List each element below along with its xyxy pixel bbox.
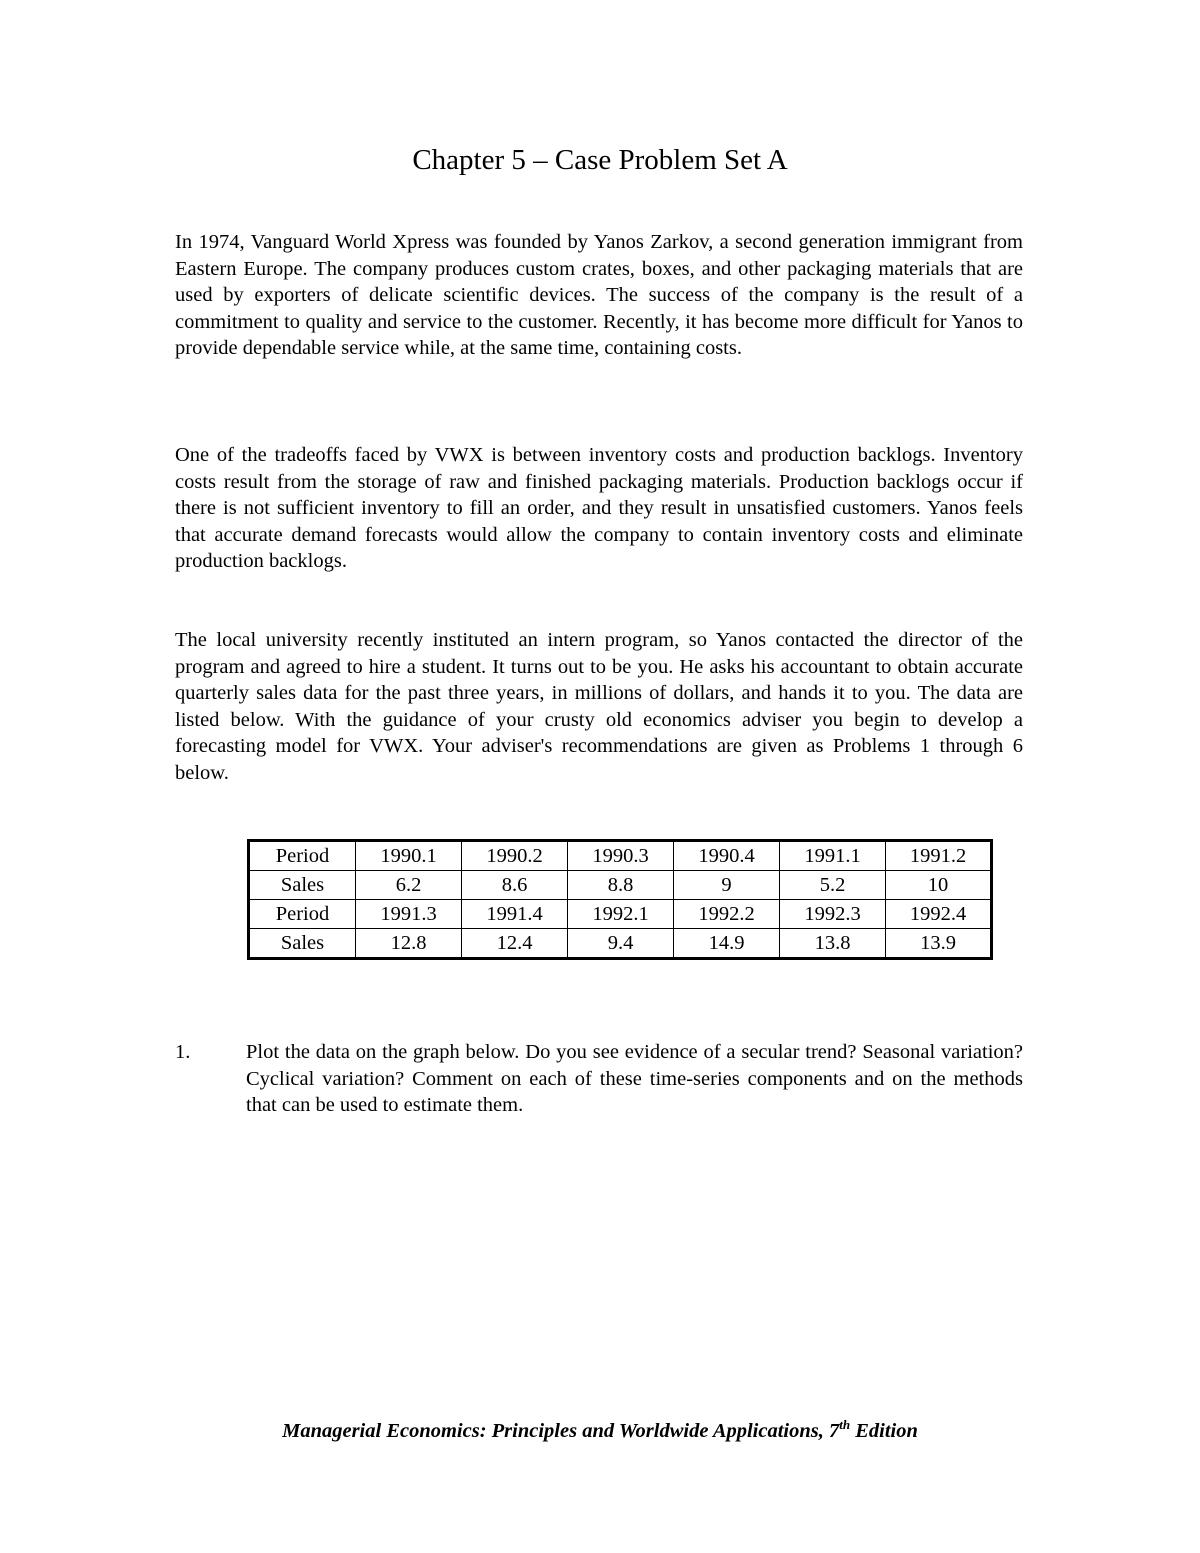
table-cell: 13.9 [886,929,992,959]
footer-superscript: th [839,1417,851,1433]
table-cell: 6.2 [356,871,462,900]
table-cell: 8.8 [568,871,674,900]
footer-text: Managerial Economics: Principles and Worldwide Applications, 7 [282,1420,840,1442]
table-cell: 1991.4 [462,900,568,929]
table-cell: 13.8 [780,929,886,959]
paragraph-tradeoffs: One of the tradeoffs faced by VWX is between inventory costs and production backlogs. Inventory costs result from the storage of raw and finished packaging materials. Production backlogs occur if there is not sufficient inventory to fill an order, and they result in unsatisfied customers. Yanos feels that accurate demand forecasts would allow the company to contain inventory costs and eliminate production backlogs. [175,444,1023,573]
table-cell: 1990.3 [568,841,674,871]
table-cell: 1990.2 [462,841,568,871]
row-header: Sales [249,871,356,900]
table-cell: 10 [886,871,992,900]
table-row [249,900,992,929]
page-footer [0,1416,1200,1446]
table-cell: 9.4 [568,929,674,959]
table-cell: 1991.2 [886,841,992,871]
table-cell: 1990.1 [356,841,462,871]
problem-text: Plot the data on the graph below. Do you see evidence of a secular trend? Seasonal variation? Cyclical variation? Comment on each of these time-series components and on the methods that can be used to estimate them. [246,1041,1023,1117]
table-cell: 1992.3 [780,900,886,929]
table-cell: 1991.3 [356,900,462,929]
table-cell: 1992.2 [674,900,780,929]
table-cell: 8.6 [462,871,568,900]
table-row [249,871,992,900]
table-cell: 1991.1 [780,841,886,871]
row-header: Period [249,841,356,871]
table-row [249,929,992,959]
table-row [249,841,992,871]
table-cell: 1990.4 [674,841,780,871]
footer-suffix: Edition [850,1420,918,1442]
row-header: Sales [249,929,356,959]
table-cell: 9 [674,871,780,900]
table-cell: 1992.4 [886,900,992,929]
paragraph-intern: The local university recently instituted an intern program, so Yanos contacted the director of the program and agreed to hire a student. It turns out to be you. He asks his accountant to obtain accurate quarterly sales data for the past three years, in millions of dollars, and hands it to you. The data are listed below. With the guidance of your crusty old economics adviser you begin to develop a forecasting model for VWX. Your adviser's recommendations are given as Problems 1 through 6 below. [175,629,1023,784]
table-cell: 14.9 [674,929,780,959]
sales-data-table [247,839,993,960]
page-title: Chapter 5 – Case Problem Set A [412,144,788,176]
row-header: Period [249,900,356,929]
table-cell: 12.4 [462,929,568,959]
table-cell: 5.2 [780,871,886,900]
table-cell: 12.8 [356,929,462,959]
table-cell: 1992.1 [568,900,674,929]
problem-number: 1. [175,1041,191,1063]
paragraph-intro: In 1974, Vanguard World Xpress was founded by Yanos Zarkov, a second generation immigrant from Eastern Europe. The company produces custom crates, boxes, and other packaging materials that are used by exporters of delicate scientific devices. The success of the company is the result of a commitment to quality and service to the customer. Recently, it has become more difficult for Yanos to provide dependable service while, at the same time, containing costs. [175,231,1023,360]
